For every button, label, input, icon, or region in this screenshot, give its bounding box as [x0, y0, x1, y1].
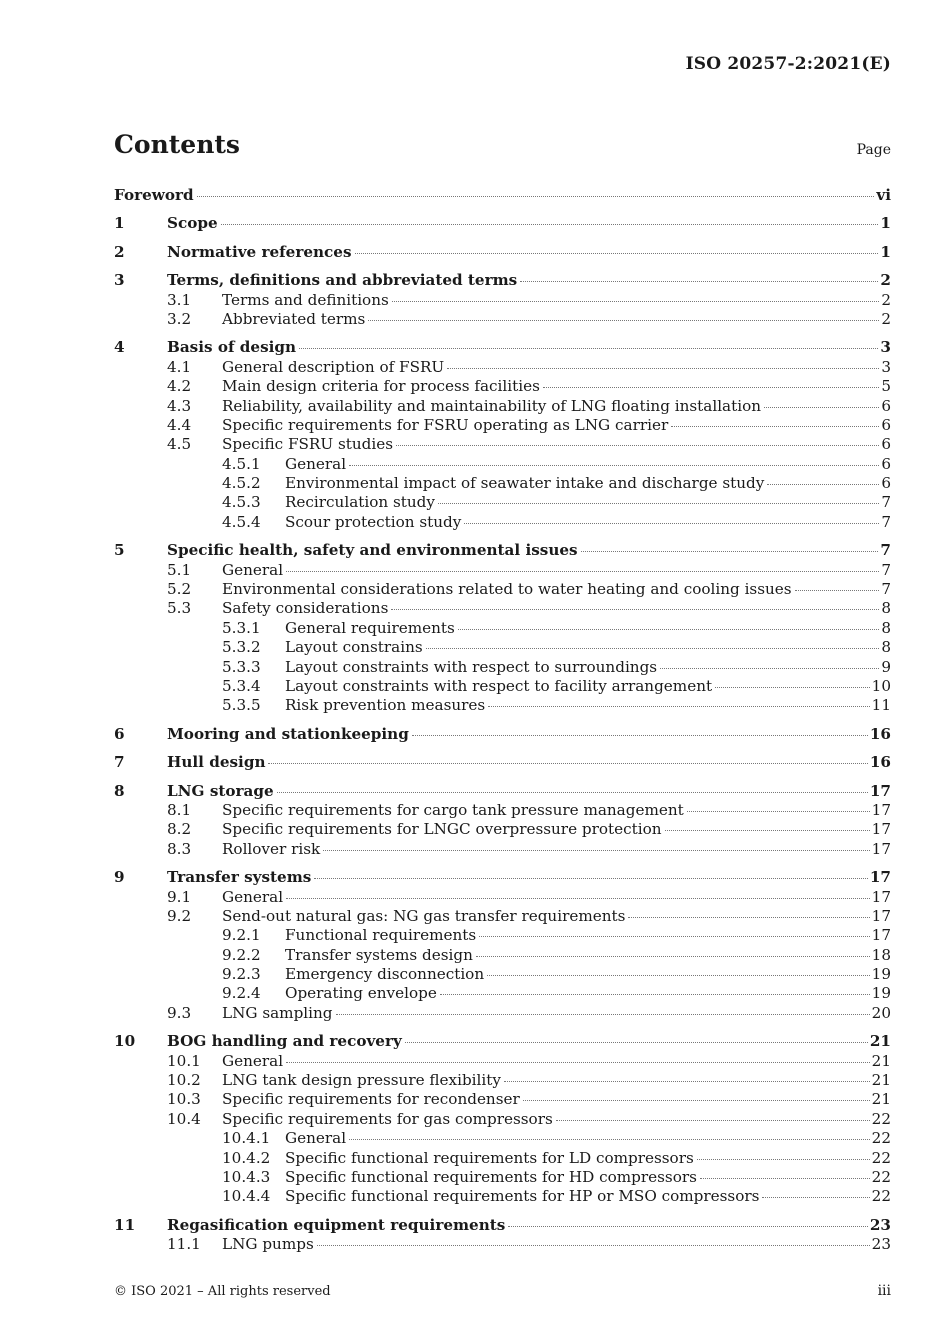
toc-entry-page[interactable]: 23: [869, 1215, 891, 1234]
dot-leader: [286, 571, 879, 572]
dot-leader: [671, 426, 879, 427]
toc-entry-title[interactable]: Specific requirements for LNGC overpressure protection: [222, 820, 662, 839]
toc-entry-title[interactable]: Emergency disconnection: [285, 965, 485, 984]
toc-entry-number: 4.1: [167, 357, 192, 376]
toc-entry-number: 4: [114, 338, 125, 357]
dot-leader: [504, 1081, 870, 1082]
toc-entry-number: 3.2: [167, 309, 192, 328]
toc-entry-page[interactable]: 21: [871, 1051, 891, 1070]
toc-entry[interactable]: [114, 358, 891, 377]
toc-entry-page[interactable]: 17: [871, 887, 891, 906]
toc-entry-title[interactable]: LNG pumps: [222, 1235, 314, 1254]
toc-entry-title[interactable]: Specific health, safety and environmental issues: [167, 541, 578, 560]
toc-entry[interactable]: [114, 677, 891, 696]
toc-entry-number: 5.3.1: [222, 618, 261, 637]
toc-entry[interactable]: [114, 271, 891, 290]
toc-entry-title[interactable]: Transfer systems design: [285, 945, 473, 964]
toc-entry-title[interactable]: Layout constrains: [285, 638, 423, 657]
toc-entry[interactable]: [114, 455, 891, 474]
toc-entry-page[interactable]: 8: [881, 599, 891, 618]
toc-entry-title[interactable]: LNG tank design pressure flexibility: [222, 1071, 501, 1090]
toc-entry-page[interactable]: 19: [871, 965, 891, 984]
toc-entry[interactable]: [114, 541, 891, 560]
toc-entry-number: 8: [114, 781, 125, 800]
toc-entry-title[interactable]: Layout constraints with respect to facility arrangement: [285, 676, 713, 695]
dot-leader: [762, 1197, 869, 1198]
toc-entry-number: 4.5.2: [222, 474, 261, 493]
toc-entry-page[interactable]: 17: [869, 868, 891, 887]
dot-leader: [323, 850, 869, 851]
toc-entry-page[interactable]: 7: [881, 493, 891, 512]
toc-entry-number: 8.1: [167, 800, 192, 819]
toc-entry-page[interactable]: 22: [871, 1167, 891, 1186]
page-number: iii: [877, 1283, 891, 1299]
toc-entry-page[interactable]: 16: [869, 724, 891, 743]
dot-leader: [479, 936, 870, 937]
dot-leader: [520, 281, 878, 282]
toc-entry[interactable]: [114, 493, 891, 512]
dot-leader: [349, 465, 879, 466]
toc-entry-page[interactable]: 17: [871, 839, 891, 858]
toc-entry-page[interactable]: 7: [881, 580, 891, 599]
toc-entry[interactable]: [114, 1187, 891, 1206]
toc-entry-number: 10.4: [167, 1109, 201, 1128]
toc-entry-page[interactable]: 17: [871, 820, 891, 839]
toc-entry-title[interactable]: Abbreviated terms: [222, 309, 366, 328]
dot-leader: [665, 830, 870, 831]
dot-leader: [687, 811, 870, 812]
toc-entry-number: 5.3: [167, 599, 192, 618]
toc-entry-number: 8.3: [167, 839, 192, 858]
toc-entry-number: 9.1: [167, 887, 192, 906]
toc-entry[interactable]: [114, 984, 891, 1003]
toc-entry-number: 4.3: [167, 396, 192, 415]
toc-entry-number: 4.4: [167, 415, 192, 434]
toc-entry-page[interactable]: 23: [871, 1235, 891, 1254]
toc-entry-page[interactable]: 18: [871, 945, 891, 964]
toc-entry-title[interactable]: General: [222, 1051, 284, 1070]
toc-entry[interactable]: [114, 1032, 891, 1051]
toc-entry-number: 3.1: [167, 290, 192, 309]
toc-entry-title[interactable]: Layout constraints with respect to surroundings: [285, 657, 658, 676]
toc-entry-number: 11.1: [167, 1235, 201, 1254]
dot-leader: [458, 629, 880, 630]
toc-entry-number: 10.4.1: [222, 1129, 271, 1148]
toc-entry-title[interactable]: General: [222, 560, 284, 579]
dot-leader: [488, 706, 869, 707]
contents-title: Contents: [114, 130, 241, 159]
toc-entry-page[interactable]: 22: [871, 1187, 891, 1206]
dot-leader: [277, 792, 868, 793]
dot-leader: [523, 1100, 870, 1101]
toc-entry-page[interactable]: 6: [881, 396, 891, 415]
toc-entry-page[interactable]: 1: [880, 242, 891, 261]
toc-entry[interactable]: [114, 310, 891, 329]
toc-entry[interactable]: [114, 214, 891, 233]
toc-entry-number: 4.5: [167, 435, 192, 454]
toc-entry-title[interactable]: Reliability, availability and maintainability of LNG floating installation: [222, 396, 761, 415]
toc-entry[interactable]: [114, 243, 891, 262]
toc-entry-number: 5.3.2: [222, 638, 261, 657]
dot-leader: [317, 1245, 870, 1246]
toc-entry-title[interactable]: Terms, definitions and abbreviated terms: [167, 271, 518, 290]
toc-entry[interactable]: [114, 696, 891, 715]
toc-entry-number: 4.2: [167, 377, 192, 396]
toc-entry-page[interactable]: 6: [881, 474, 891, 493]
toc-entry-number: 5.2: [167, 580, 192, 599]
dot-leader: [440, 994, 870, 995]
toc-entry-title[interactable]: Scour protection study: [285, 512, 462, 531]
toc-entry[interactable]: [114, 599, 891, 618]
toc-entry-title[interactable]: Specific functional requirements for HP or MSO compressors: [285, 1187, 760, 1206]
toc-entry[interactable]: [114, 474, 891, 493]
dot-leader: [628, 917, 869, 918]
toc-entry-title[interactable]: General: [285, 1129, 347, 1148]
toc-entry-page[interactable]: 2: [880, 271, 891, 290]
toc-entry-title[interactable]: Hull design: [167, 753, 266, 772]
dot-leader: [697, 1159, 870, 1160]
toc-entry[interactable]: [114, 619, 891, 638]
dot-leader: [299, 348, 878, 349]
toc-entry-title[interactable]: LNG storage: [167, 781, 274, 800]
toc-entry-number: 5.1: [167, 560, 192, 579]
dot-leader: [336, 1014, 870, 1015]
toc-entry-number: 4.5.1: [222, 454, 261, 473]
toc-entry[interactable]: [114, 1090, 891, 1109]
toc-entry-number: 9.2.2: [222, 945, 261, 964]
toc-entry-number: 6: [114, 724, 125, 743]
toc-entry[interactable]: [114, 186, 891, 205]
toc-entry-number: 2: [114, 242, 125, 261]
toc-entry-number: 5.3.5: [222, 696, 261, 715]
dot-leader: [476, 956, 870, 957]
dot-leader: [767, 484, 879, 485]
toc-entry-title[interactable]: Environmental impact of seawater intake and discharge study: [285, 474, 765, 493]
toc-entry-page[interactable]: 7: [881, 512, 891, 531]
toc-entry[interactable]: [114, 782, 891, 801]
toc-entry[interactable]: [114, 1235, 891, 1254]
toc-entry-page[interactable]: 3: [881, 357, 891, 376]
toc-entry-number: 11: [114, 1215, 136, 1234]
toc-entry-title[interactable]: Normative references: [167, 242, 352, 261]
toc-entry-page[interactable]: 7: [880, 541, 891, 560]
toc-entry[interactable]: [114, 868, 891, 887]
toc-entry[interactable]: [114, 638, 891, 657]
toc-entry-title[interactable]: Risk prevention measures: [285, 696, 486, 715]
copyright-footer: © ISO 2021 – All rights reserved: [114, 1284, 331, 1299]
dot-leader: [543, 387, 879, 388]
toc-entry-number: 4.5.3: [222, 493, 261, 512]
dot-leader: [314, 878, 868, 879]
dot-leader: [764, 407, 879, 408]
toc-entry-title[interactable]: Operating envelope: [285, 984, 437, 1003]
toc-entry-title[interactable]: Specific requirements for cargo tank pressure management: [222, 800, 684, 819]
toc-entry-page[interactable]: 19: [871, 984, 891, 1003]
dot-leader: [464, 523, 879, 524]
toc-entry-title[interactable]: Regasification equipment requirements: [167, 1215, 506, 1234]
dot-leader: [581, 551, 879, 552]
dot-leader: [197, 196, 875, 197]
toc-entry-title[interactable]: General description of FSRU: [222, 357, 445, 376]
toc-entry-title[interactable]: Specific FSRU studies: [222, 435, 393, 454]
dot-leader: [286, 1062, 870, 1063]
toc-entry-title[interactable]: Transfer systems: [167, 868, 312, 887]
toc-entry[interactable]: [114, 840, 891, 859]
toc-entry-number: 9.2: [167, 906, 192, 925]
toc-entry-number: 4.5.4: [222, 512, 261, 531]
toc-entry[interactable]: [114, 1071, 891, 1090]
toc-entry-number: 9.3: [167, 1003, 192, 1022]
toc-entry-number: 8.2: [167, 820, 192, 839]
toc-entry-number: 1: [114, 214, 125, 233]
dot-leader: [368, 320, 879, 321]
toc-entry-title[interactable]: General: [285, 454, 347, 473]
toc-entry[interactable]: [114, 1129, 891, 1148]
toc-entry-page[interactable]: 1: [880, 214, 891, 233]
toc-entry-title[interactable]: Basis of design: [167, 338, 297, 357]
toc-entry[interactable]: [114, 658, 891, 677]
dot-leader: [268, 763, 867, 764]
toc-entry-title[interactable]: Specific requirements for recondenser: [222, 1090, 520, 1109]
toc-entry[interactable]: [114, 753, 891, 772]
toc-entry-page[interactable]: 21: [871, 1071, 891, 1090]
toc-entry-number: 10.3: [167, 1090, 201, 1109]
toc-entry-page[interactable]: 17: [871, 906, 891, 925]
toc-entry-page[interactable]: 6: [881, 454, 891, 473]
toc-entry-title[interactable]: General requirements: [285, 618, 455, 637]
toc-entry[interactable]: [114, 435, 891, 454]
toc-entry-page[interactable]: 21: [869, 1032, 891, 1051]
toc-entry[interactable]: [114, 888, 891, 907]
dot-leader: [438, 503, 879, 504]
toc-entry-title[interactable]: Specific functional requirements for HD compressors: [285, 1167, 697, 1186]
toc-entry[interactable]: [114, 416, 891, 435]
toc-entry-page[interactable]: 20: [871, 1003, 891, 1022]
toc-entry[interactable]: [114, 1168, 891, 1187]
dot-leader: [392, 301, 880, 302]
dot-leader: [355, 253, 879, 254]
toc-entry-number: 10.1: [167, 1051, 201, 1070]
toc-entry-page[interactable]: 8: [881, 638, 891, 657]
toc-entry-page[interactable]: 17: [871, 800, 891, 819]
toc-entry-title[interactable]: Functional requirements: [285, 926, 477, 945]
toc-entry[interactable]: [114, 291, 891, 310]
toc-entry-page[interactable]: 22: [871, 1109, 891, 1128]
toc-entry-number: 7: [114, 753, 125, 772]
toc-entry-number: 9: [114, 868, 125, 887]
toc-entry-page[interactable]: vi: [876, 186, 891, 204]
toc-entry-number: 9.2.3: [222, 965, 261, 984]
toc-entry-number: 3: [114, 271, 125, 290]
toc-entry-number: 10: [114, 1032, 136, 1051]
toc-entry-title[interactable]: Specific requirements for gas compressors: [222, 1109, 553, 1128]
toc-entry[interactable]: [114, 1216, 891, 1235]
toc-entry-title[interactable]: Scope: [167, 214, 218, 233]
toc-entry-number: 10.2: [167, 1071, 201, 1090]
toc-entry-title[interactable]: General: [222, 887, 284, 906]
toc-entry-page[interactable]: 2: [881, 290, 891, 309]
toc-entry-number: 5.3.4: [222, 676, 261, 695]
toc-entry-number: 5.3.3: [222, 657, 261, 676]
toc-entry[interactable]: [114, 820, 891, 839]
toc-entry-number: 10.4.4: [222, 1187, 271, 1206]
toc-entry[interactable]: [114, 1149, 891, 1168]
toc-entry[interactable]: [114, 926, 891, 945]
toc-entry-page[interactable]: 5: [881, 377, 891, 396]
toc-entry-title[interactable]: LNG sampling: [222, 1003, 333, 1022]
toc-entry-title[interactable]: Terms and definitions: [222, 290, 389, 309]
toc-entry-title[interactable]: Foreword: [114, 186, 194, 204]
toc-entry-page[interactable]: 17: [869, 781, 891, 800]
toc-entry[interactable]: [114, 1052, 891, 1071]
toc-entry[interactable]: [114, 946, 891, 965]
toc-entry[interactable]: [114, 580, 891, 599]
toc-entry-page[interactable]: 6: [881, 435, 891, 454]
toc-entry[interactable]: [114, 1004, 891, 1023]
dot-leader: [286, 898, 870, 899]
toc-entry-title[interactable]: Rollover risk: [222, 839, 321, 858]
toc-entry-title[interactable]: Send-out natural gas: NG gas transfer requirements: [222, 906, 626, 925]
document-id-header: ISO 20257-2:2021(E): [685, 54, 891, 74]
dot-leader: [715, 687, 870, 688]
toc-entry[interactable]: [114, 965, 891, 984]
toc-entry-title[interactable]: Specific requirements for FSRU operating as LNG carrier: [222, 415, 669, 434]
toc-entry-page[interactable]: 3: [880, 338, 891, 357]
toc-entry-page[interactable]: 11: [871, 696, 891, 715]
dot-leader: [396, 445, 879, 446]
toc-entry-title[interactable]: Main design criteria for process facilities: [222, 377, 540, 396]
dot-leader: [391, 609, 879, 610]
toc-entry[interactable]: [114, 725, 891, 744]
toc-entry[interactable]: [114, 513, 891, 532]
dot-leader: [487, 975, 870, 976]
toc-entry[interactable]: [114, 397, 891, 416]
toc-entry[interactable]: [114, 377, 891, 396]
toc-entry-page[interactable]: 6: [881, 415, 891, 434]
toc-entry-number: 9.2.4: [222, 984, 261, 1003]
dot-leader: [795, 590, 880, 591]
toc-entry-title[interactable]: BOG handling and recovery: [167, 1032, 402, 1051]
dot-leader: [405, 1042, 868, 1043]
toc-entry-title[interactable]: Recirculation study: [285, 493, 435, 512]
toc-entry-page[interactable]: 17: [871, 926, 891, 945]
toc-entry[interactable]: [114, 907, 891, 926]
toc-entry-page[interactable]: 21: [871, 1090, 891, 1109]
toc-entry[interactable]: [114, 561, 891, 580]
dot-leader: [349, 1139, 870, 1140]
toc-entry-title[interactable]: Environmental considerations related to water heating and cooling issues: [222, 580, 792, 599]
toc-entry-title[interactable]: Safety considerations: [222, 599, 389, 618]
toc-entry-number: 5: [114, 541, 125, 560]
toc-entry-title[interactable]: Mooring and stationkeeping: [167, 724, 409, 743]
toc-entry[interactable]: [114, 1110, 891, 1129]
toc-entry-page[interactable]: 16: [869, 753, 891, 772]
toc-entry-page[interactable]: 9: [881, 657, 891, 676]
dot-leader: [426, 648, 880, 649]
toc-entry[interactable]: [114, 338, 891, 357]
toc-entry-page[interactable]: 22: [871, 1148, 891, 1167]
toc-entry-number: 9.2.1: [222, 926, 261, 945]
toc-entry-title[interactable]: Specific functional requirements for LD compressors: [285, 1148, 694, 1167]
page-column-label: Page: [856, 142, 891, 158]
dot-leader: [700, 1178, 870, 1179]
toc-entry-page[interactable]: 2: [881, 309, 891, 328]
dot-leader: [221, 224, 879, 225]
dot-leader: [412, 735, 868, 736]
table-of-contents: [114, 186, 891, 1255]
toc-entry[interactable]: [114, 801, 891, 820]
toc-entry-number: 10.4.2: [222, 1148, 271, 1167]
toc-entry-page[interactable]: 10: [871, 676, 891, 695]
toc-entry-page[interactable]: 22: [871, 1129, 891, 1148]
dot-leader: [447, 368, 879, 369]
toc-entry-page[interactable]: 8: [881, 618, 891, 637]
toc-entry-number: 10.4.3: [222, 1167, 271, 1186]
dot-leader: [660, 668, 879, 669]
dot-leader: [508, 1226, 868, 1227]
dot-leader: [556, 1120, 870, 1121]
toc-entry-page[interactable]: 7: [881, 560, 891, 579]
